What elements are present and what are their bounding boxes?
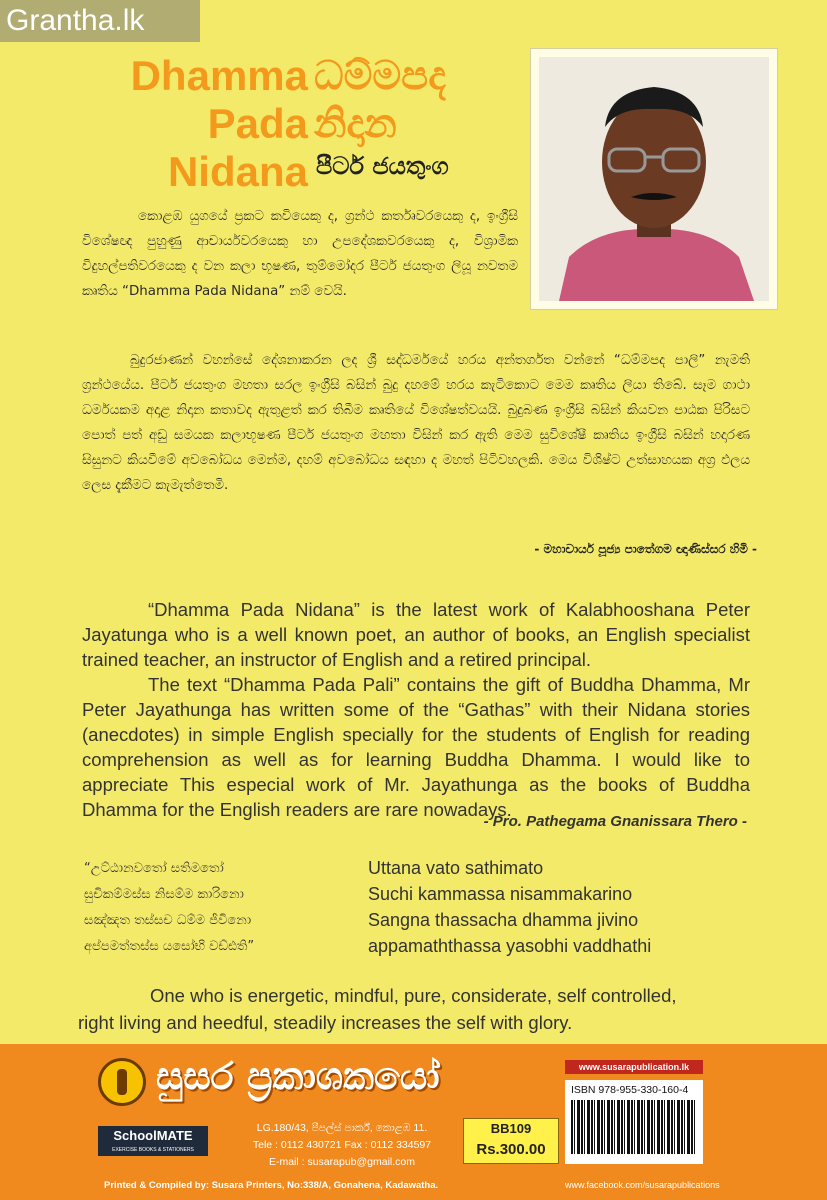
author-photo (530, 48, 778, 310)
website: www.susarapublication.lk (565, 1060, 703, 1074)
email-line: E-mail : susarapub@gmail.com (268, 1156, 416, 1168)
schoolmate-logo (98, 1126, 208, 1156)
price-box (463, 1118, 559, 1164)
isbn: ISBN 978-955-330-160-4 (571, 1084, 689, 1096)
portrait-illustration (539, 57, 769, 301)
title-line: නිදාන (314, 101, 397, 147)
author-name: පීටර් ජයතුංග (316, 152, 449, 180)
verse-line (84, 881, 724, 907)
product-code: BB109 (490, 1121, 532, 1136)
verse-transliteration: Uttana vato sathimato (368, 857, 544, 878)
publisher-footer (0, 1044, 827, 1200)
meaning-line: right living and heedful, steadily increases the self with glory. (78, 1012, 573, 1033)
intro-paragraph-sinhala-1: කොළඹ යුගයේ ප්‍රකට කවියෙකු ද, ග්‍රන්ථ කර්තෘවරයෙකු ද, ඉංග්‍රීසි විශේෂඥ පුහුණු ආචාර්යවරයෙකු හා උපදේශකවරයෙකු ද, විශ්‍රාමික විදුහල්පතිවරයෙකු ද වන කලා භූෂණ, තුම්මෝදර පීටර් ජයතුංග ලියූ නවතම කෘතිය “Dhamma Pada Nidana” නම් වෙයි. (82, 209, 518, 299)
title-line: Nidana (167, 148, 308, 195)
intro-paragraph-english-2: The text “Dhamma Pada Pali” contains the gift of Buddha Dhamma, Mr Peter Jayathunga has written some of the “Gathas” with their Nidana stories (anecdotes) in simple English specially for the students of English for reading comprehension as well as for learning Buddha Dhamma. I would like to appreciate This especial work of Mr. Jayathunga as the books of Buddha Dhamma for the English readers are rare nowadays. (82, 674, 750, 820)
publisher-logo-icon (98, 1058, 146, 1106)
price: Rs.300.00 (476, 1141, 546, 1158)
verse-transliteration: Suchi kammassa nisammakarino (368, 883, 633, 904)
barcode-icon (571, 1100, 697, 1154)
verse-sinhala: “උට්ඨානවතෝ සතිමතෝ (84, 860, 224, 876)
verse-line (84, 907, 724, 933)
brand-subtitle: EXERCISE BOOKS & STATIONERS (112, 1147, 194, 1153)
facebook-link: www.facebook.com/susarapublications (565, 1180, 720, 1190)
attribution-sinhala: - මහාචාර්ය පූජ්‍ය පාතේගම ඥාණිස්සර හිමි - (534, 542, 757, 556)
intro-paragraph-english-1: “Dhamma Pada Nidana” is the latest work of Kalabhooshana Peter Jayatunga who is a well known poet, an author of books, an English specialist trained teacher, an instructor of English and a retired principal. (82, 599, 750, 670)
title-line: Pada (207, 100, 308, 147)
verse-transliteration: Sangna thassacha dhamma jivino (368, 909, 639, 930)
verse-meaning (78, 982, 750, 1036)
verse-transliteration: appamaththassa yasobhi vaddhathi (368, 935, 652, 956)
verse-line (84, 855, 724, 881)
printer-credit: Printed & Compiled by: Susara Printers, No:338/A, Gonahena, Kadawatha. (104, 1180, 439, 1191)
isbn-box (565, 1080, 703, 1164)
attribution-english: - Pro. Pathegama Gnanissara Thero - (483, 813, 747, 830)
phone-line: Tele : 0112 430721 Fax : 0112 334597 (252, 1139, 432, 1151)
intro-paragraph-sinhala-2: බුදුරජාණන් වහන්සේ දේශනාකරන ලද ශ්‍රී සද්ධර්මයේ හරය අන්තර්ගත වන්නේ “ධම්මපද පාලි” නැමති ග්‍රන්ථයේය. පීටර් ජයතුංග මහතා සරල ඉංග්‍රීසි බසින් බුදු දහමේ හරය කැටිකොට මෙම කෘතිය ලියා තිබේ. සෑම ගාථා ධර්මයකම අදාළ නිදාන කතාවද ඇතුළත් කර තිබීම කෘතියේ විශේෂත්වයයි. බුදුබණ ඉංග්‍රීසි බසින් කියවන පාඨක පිරිසට පොත් පත් අඩු සමයක කලාභූෂණ පීටර් ජයතුංග මහතා විසින් කර ඇති මෙම සුවිශේෂී කෘතිය ඉංග්‍රීසි බසින් හදාරණ සිසුනට කියවීමේ අවබෝධය මෙන්ම, දහම් අවබෝධය සඳහා ද මහත් පිටිවහලකි. මෙය විශිෂ්ට උත්සාහයක අග්‍ර ඵලය ලෙස දැකීමට කැමැත්තෙමි. (82, 353, 750, 493)
gatha-verse (84, 855, 724, 959)
brand-name: SchoolMATE (113, 1128, 193, 1143)
book-title-english (60, 52, 308, 196)
book-title-sinhala (314, 52, 446, 148)
meaning-line: One who is energetic, mindful, pure, considerate, self controlled, (150, 985, 677, 1006)
address-line: LG.180/43, පීපල්ස් පාර්ක්, කොළඹ 11. (256, 1122, 428, 1134)
site-watermark: Grantha.lk (0, 0, 200, 42)
verse-sinhala: අප්පමත්තස්ස යසෝභි වඩ්ඪති” (84, 938, 255, 954)
verse-sinhala: සඤ්ඤත තස්සච ධම්ම ජීවිනො (84, 912, 252, 928)
verse-line (84, 933, 724, 959)
verse-sinhala: සුචිකම්මස්ස නිසම්ම කාරිනො (84, 886, 244, 902)
title-line: Dhamma (130, 52, 308, 99)
publisher-name: සුසර ප්‍රකාශකයෝ (156, 1054, 440, 1098)
title-line: ධම්මපද (314, 53, 446, 99)
publisher-address (226, 1120, 458, 1171)
